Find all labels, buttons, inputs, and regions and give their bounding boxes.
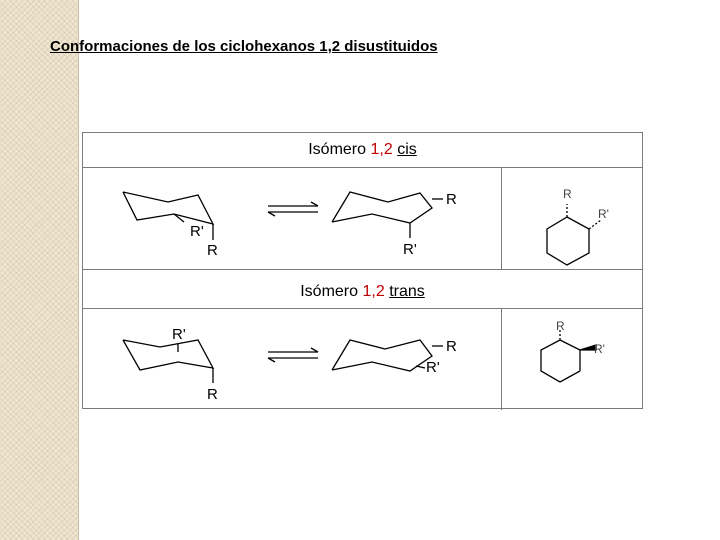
- trans-chair2-r-label: R: [446, 338, 457, 355]
- cis-chair1-r-label: R: [207, 242, 218, 259]
- trans-chair1-r-label: R: [207, 386, 218, 403]
- trans-hexagon-r-label: R: [556, 319, 565, 333]
- cis-header-descriptor: cis: [397, 141, 417, 158]
- trans-flat-hexagon: [541, 340, 580, 382]
- cis-hexagon-r-label: R: [563, 187, 572, 201]
- cis-chair2-rprime-label: R': [403, 241, 417, 258]
- cis-equilibrium-arrows: [268, 202, 318, 216]
- slide-title: Conformaciones de los ciclohexanos 1,2 disustituidos: [50, 38, 438, 55]
- trans-hexagon-rprime-label: R': [594, 342, 605, 356]
- cis-header-prefix: Isómero: [308, 141, 367, 158]
- cis-chair1-rprime-label: R': [190, 223, 204, 240]
- cis-chair-1: [123, 192, 213, 224]
- cis-header-locant: 1,2: [370, 141, 393, 158]
- trans-chair1-rprime-label: R': [172, 326, 186, 343]
- trans-chair2-rprime-label: R': [426, 359, 440, 376]
- trans-equilibrium-arrows: [268, 348, 318, 362]
- trans-header-locant: 1,2: [362, 283, 385, 300]
- cis-chair-2: [332, 192, 432, 223]
- cis-hexagon-rprime-label: R': [598, 207, 609, 221]
- cis-chair2-r-label: R: [446, 191, 457, 208]
- trans-header-descriptor: trans: [389, 283, 425, 300]
- cis-flat-hexagon: [547, 217, 589, 265]
- trans-header-prefix: Isómero: [300, 283, 359, 300]
- trans-chair-1: [123, 340, 213, 370]
